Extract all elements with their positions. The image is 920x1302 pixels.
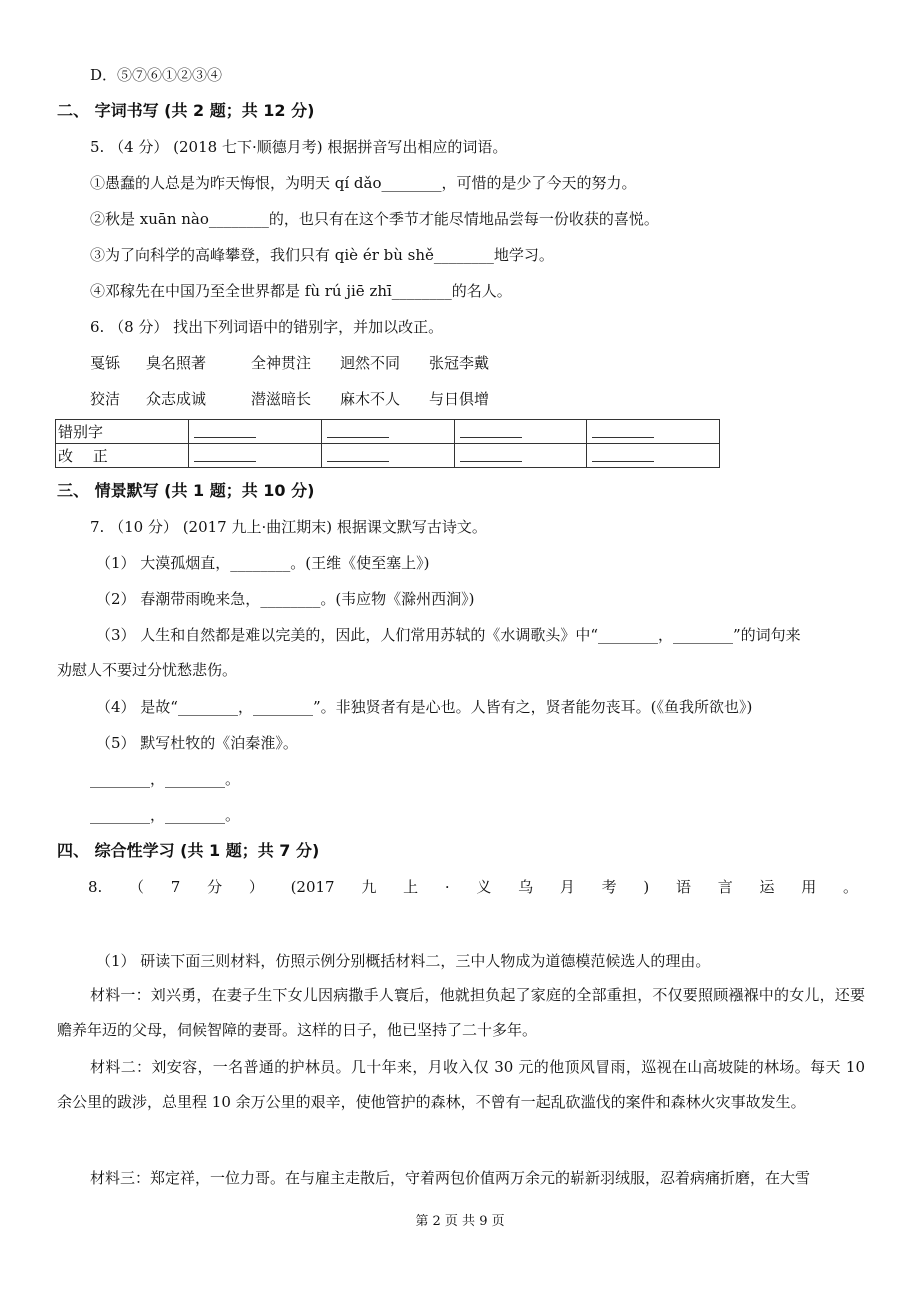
- answer-cell[interactable]: [454, 420, 587, 444]
- q8-stem-part: 九: [361, 878, 377, 896]
- correction-table: [55, 419, 720, 468]
- table-row: [56, 420, 720, 444]
- q8-stem-part: 月: [559, 878, 575, 896]
- q8-stem-part: 言: [717, 878, 733, 896]
- answer-cell[interactable]: [454, 444, 587, 468]
- q8-sub-1: （1） 研读下面三则材料，仿照示例分别概括材料二，三中人物成为道德模范候选人的理由。: [96, 952, 711, 970]
- q7-blank-line: ________，________。: [90, 770, 241, 788]
- q6-word: 狡洁: [90, 390, 121, 408]
- page-number: 第 2 页 共 9 页: [415, 1214, 505, 1229]
- q6-stem: 6. （8 分） 找出下列词语中的错别字，并加以改正。: [90, 318, 444, 336]
- answer-cell[interactable]: [189, 420, 322, 444]
- q6-word: 张冠李戴: [429, 354, 490, 372]
- answer-cell[interactable]: [587, 444, 720, 468]
- q7-item-3: （3） 人生和自然都是难以完美的，因此，人们常用苏轼的《水调歌头》中“________，________”的词句来: [96, 626, 801, 644]
- q8-stem: [88, 877, 858, 897]
- q8-stem-part: 上: [403, 878, 419, 896]
- q5-item-3: ③为了向科学的高峰攀登，我们只有 qiè ér bù shě________地学习。: [90, 246, 554, 264]
- q7-item-4: （4） 是故“________，________”。非独贤者有是心也。人皆有之，贤者能勿丧耳。(《鱼我所欲也》): [96, 698, 753, 716]
- material-1: 材料一：刘兴勇，在妻子生下女儿因病撒手人寰后，他就担负起了家庭的全部重担，不仅要照顾襁褓中的女儿，还要赡养年迈的父母，伺候智障的妻哥。这样的日子，他已坚持了二十多年。: [57, 986, 865, 1039]
- q8-stem-part: 分: [207, 878, 223, 896]
- q7-blank-line: ________，________。: [90, 806, 241, 824]
- q8-stem-part: 考: [601, 878, 617, 896]
- section-2-title: 二、 字词书写 (共 2 题；共 12 分): [57, 101, 315, 120]
- q8-stem-part: 7: [170, 878, 181, 896]
- q6-word: 众志成诚: [146, 390, 207, 408]
- material-2: 材料二：刘安容，一名普通的护林员。几十年来，月收入仅 30 元的他顶风冒雨，巡视在山高坡陡的林场。每天 10 余公里的跋涉，总里程 10 余万公里的艰辛，使他管护的森林，不曾有一起乱砍滥伐的案件和森林火灾事故发生。: [57, 1058, 865, 1111]
- q5-item-1: ①愚蠢的人总是为昨天悔恨，为明天 qí dǎo________，可惜的是少了今天的努力。: [90, 174, 637, 192]
- q8-stem-part: (2017: [290, 878, 335, 896]
- material-3: 材料三：郑定祥，一位力哥。在与雇主走散后，守着两包价值两万余元的崭新羽绒服，忍着病痛折磨，在大雪: [90, 1169, 811, 1187]
- q8-stem-part: （: [129, 878, 145, 896]
- answer-cell[interactable]: [189, 444, 322, 468]
- section-4-title: 四、 综合性学习 (共 1 题；共 7 分): [57, 841, 320, 860]
- q6-word: 臭名照著: [146, 354, 207, 372]
- table-label-wrong: 错别字: [56, 420, 189, 444]
- q7-item-3-cont: 劝慰人不要过分忧愁悲伤。: [57, 661, 238, 679]
- q6-word: 迥然不同: [340, 354, 401, 372]
- q8-stem-part: 。: [842, 878, 858, 896]
- q7-item-2: （2） 春潮带雨晚来急，________。(韦应物《滁州西涧》): [96, 590, 475, 608]
- q7-item-1: （1） 大漠孤烟直，________。(王维《使至塞上》): [96, 554, 430, 572]
- option-d: D．⑤⑦⑥①②③④: [90, 66, 223, 84]
- section-3-title: 三、 情景默写 (共 1 题；共 10 分): [57, 481, 315, 500]
- answer-cell[interactable]: [587, 420, 720, 444]
- q6-word: 麻木不人: [340, 390, 401, 408]
- q6-word: 戛铄: [90, 354, 121, 372]
- q8-stem-part: ): [643, 878, 650, 896]
- q8-stem-part: 乌: [518, 878, 534, 896]
- q8-stem-part: ）: [248, 878, 264, 896]
- q6-word: 全神贯注: [251, 354, 312, 372]
- q8-stem-part: 义: [476, 878, 492, 896]
- q6-word: 潜滋暗长: [251, 390, 312, 408]
- q8-stem-part: 运: [759, 878, 775, 896]
- answer-cell[interactable]: [321, 420, 454, 444]
- q5-item-2: ②秋是 xuān nào________的，也只有在这个季节才能尽情地品尝每一份收获的喜悦。: [90, 210, 659, 228]
- q5-item-4: ④邓稼先在中国乃至全世界都是 fù rú jiē zhī________的名人。: [90, 282, 512, 300]
- table-row: [56, 444, 720, 468]
- q8-stem-part: ·: [444, 878, 450, 896]
- q8-stem-part: 8.: [88, 878, 103, 896]
- q5-stem: 5. （4 分） (2018 七下·顺德月考) 根据拼音写出相应的词语。: [90, 138, 508, 156]
- q7-stem: 7. （10 分） (2017 九上·曲江期末) 根据课文默写古诗文。: [90, 518, 487, 536]
- table-label-correct: 改 正: [56, 444, 189, 468]
- q8-stem-part: 用: [801, 878, 817, 896]
- q8-stem-part: 语: [675, 878, 691, 896]
- q6-word: 与日俱增: [429, 390, 490, 408]
- q7-item-5: （5） 默写杜牧的《泊秦淮》。: [96, 734, 298, 752]
- answer-cell[interactable]: [321, 444, 454, 468]
